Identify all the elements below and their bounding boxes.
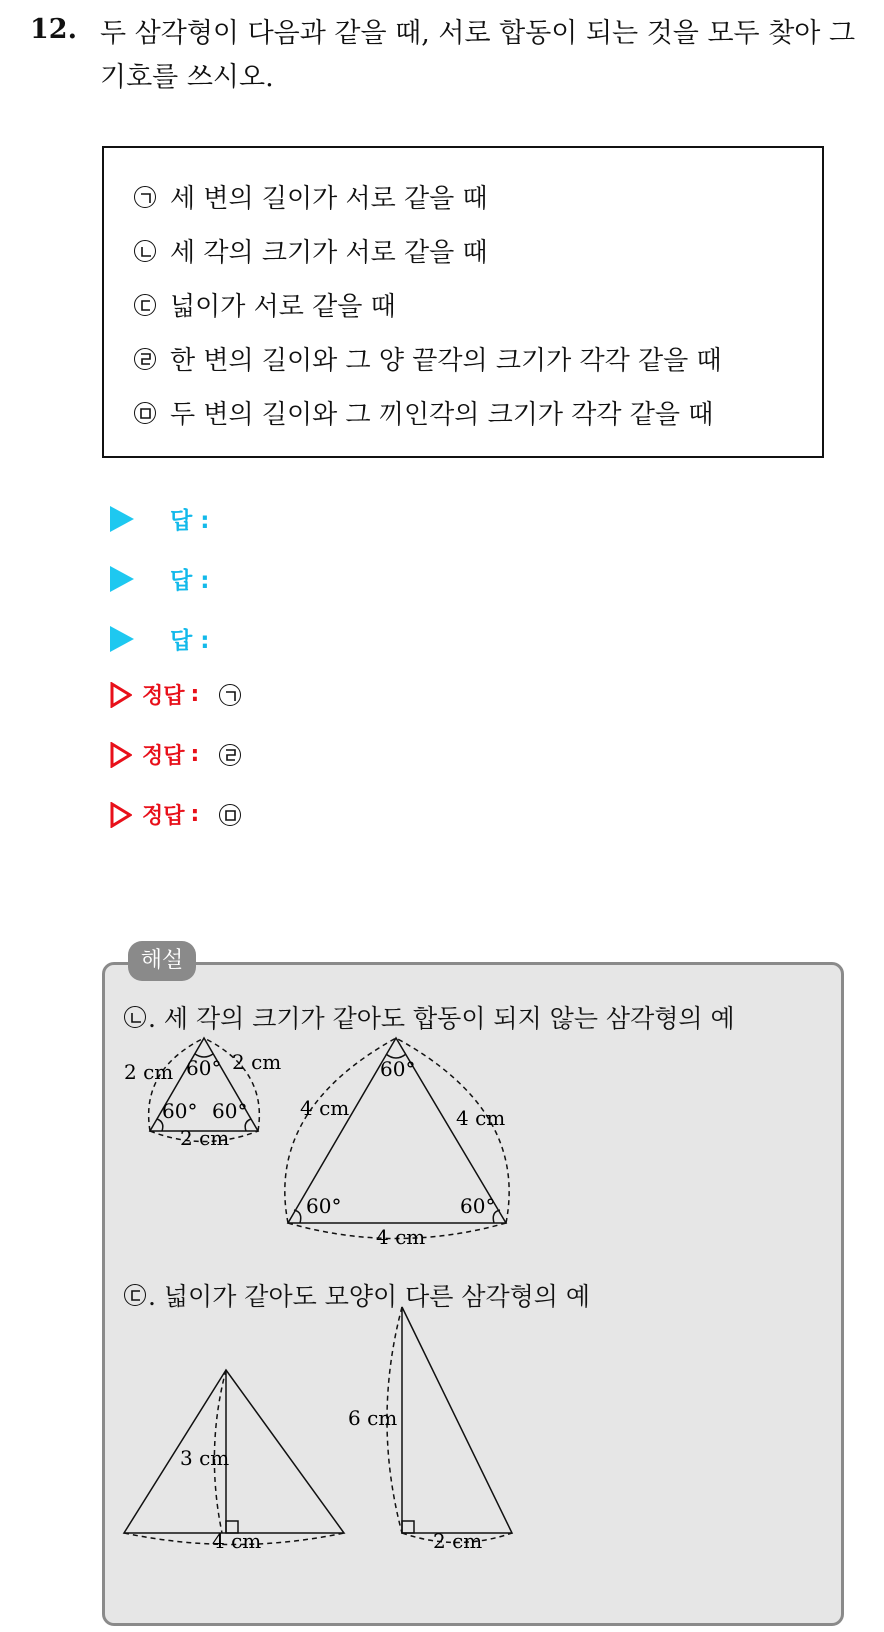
correct-answer-label: 정답 — [142, 744, 185, 769]
fig2-side-bottom: 4 cm — [376, 1225, 426, 1249]
fig1-side-bottom: 2 cm — [180, 1126, 230, 1150]
fig1-angle-top: 60° — [186, 1056, 222, 1080]
question-text: 두 삼각형이 다음과 같을 때, 서로 합동이 되는 것을 모두 찾아 그 기호를 쓰시오. — [100, 18, 856, 93]
figure-triangle-height-3 — [124, 1370, 344, 1545]
fig2-side-left: 4 cm — [300, 1096, 350, 1120]
correct-answer-colon: : — [190, 802, 200, 827]
choice-text: 넓이가 서로 같을 때 — [170, 292, 396, 322]
answer-label: 답 : — [170, 568, 210, 594]
explanation-text: . 세 각의 크기가 같아도 합동이 되지 않는 삼각형의 예 — [148, 1004, 735, 1033]
answer-label: 답 : — [170, 508, 210, 534]
explanation-mark — [124, 1284, 146, 1306]
fig4-height: 6 cm — [348, 1406, 398, 1430]
figure-triangle-height-6 — [387, 1307, 512, 1543]
fig1-side-left: 2 cm — [124, 1060, 174, 1084]
fig4-base: 2 cm — [433, 1529, 483, 1553]
fig1-angle-left: 60° — [162, 1099, 198, 1123]
fig3-base: 4 cm — [212, 1529, 262, 1553]
fig1-side-right: 2 cm — [232, 1050, 282, 1074]
explanation-line-2 — [124, 1277, 590, 1313]
fig3-height: 3 cm — [180, 1446, 230, 1470]
choice-text: 세 변의 길이가 서로 같을 때 — [170, 184, 488, 214]
correct-answer-colon: : — [190, 742, 200, 767]
fig2-side-right: 4 cm — [456, 1106, 506, 1130]
correct-answer-colon: : — [190, 682, 200, 707]
question-number: 12. — [30, 14, 77, 45]
choice-text: 한 변의 길이와 그 양 끝각의 크기가 각각 같을 때 — [170, 346, 722, 376]
fig1-angle-right: 60° — [212, 1099, 248, 1123]
answer-label: 답 : — [170, 628, 210, 654]
fig2-angle-right: 60° — [460, 1194, 496, 1218]
explanation-text: . 넓이가 같아도 모양이 다른 삼각형의 예 — [148, 1282, 591, 1311]
choice-text: 두 변의 길이와 그 끼인각의 크기가 각각 같을 때 — [170, 400, 714, 430]
correct-answer-label: 정답 — [142, 684, 185, 709]
fig2-angle-left: 60° — [306, 1194, 342, 1218]
choice-text: 세 각의 크기가 서로 같을 때 — [170, 238, 488, 268]
correct-answer-label: 정답 — [142, 804, 185, 829]
circled-letter-glyph — [125, 1285, 146, 1306]
fig2-angle-top: 60° — [380, 1057, 416, 1081]
explanation-tag: 해설 — [128, 941, 196, 981]
